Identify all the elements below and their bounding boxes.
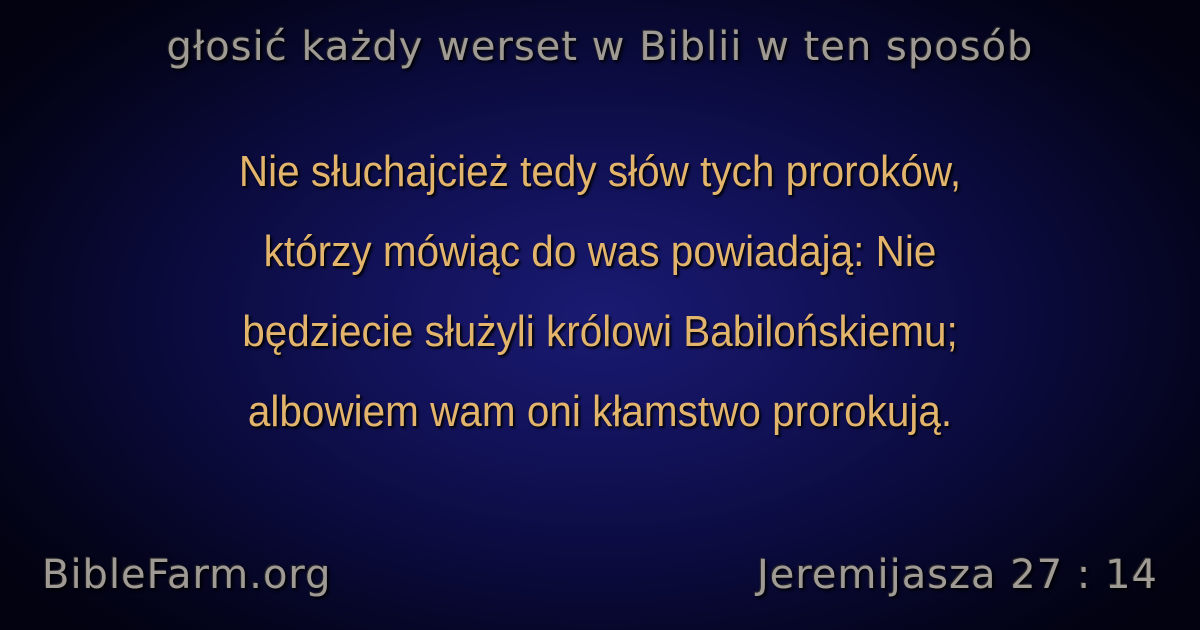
- verse-line: albowiem wam oni kłamstwo prorokują.: [247, 387, 953, 436]
- verse-text: [60, 132, 1140, 452]
- verse-line: którzy mówiąc do was powiadają: Nie: [263, 227, 937, 276]
- verse-reference: Jeremijasza 27 : 14: [756, 552, 1158, 598]
- header-tagline: głosić każdy werset w Biblii w ten sposób: [166, 24, 1034, 70]
- site-name: BibleFarm.org: [42, 552, 332, 598]
- verse-line: będziecie służyli królowi Babilońskiemu;: [242, 307, 958, 356]
- verse-line: Nie słuchajcież tedy słów tych proroków,: [238, 147, 962, 196]
